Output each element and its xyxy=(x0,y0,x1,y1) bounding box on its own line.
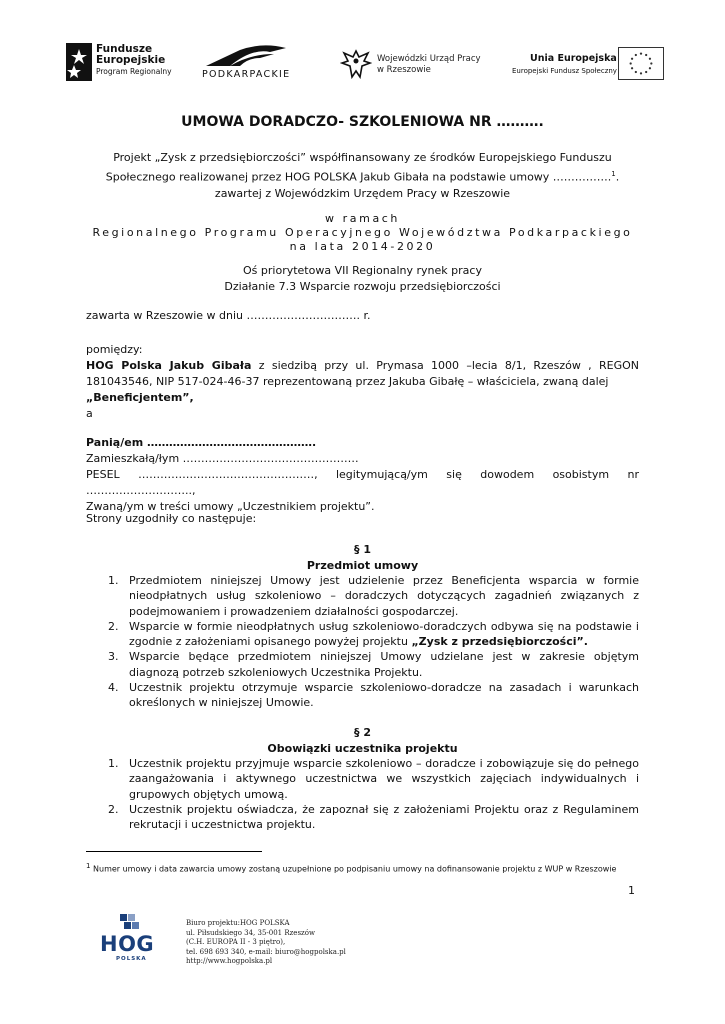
section-1-list xyxy=(86,573,639,711)
list-item: 2. Uczestnik projektu oświadcza, że zapoznał się z założeniami Projektu oraz z Regulaminem rekrutacji i uczestnictwa projektu. xyxy=(108,802,639,832)
eagle-icon xyxy=(340,47,372,81)
list-item: 4. Uczestnik projektu otrzymuje wsparcie szkoleniowo-doradcze na zasadach i warunkach określonych w niniejszej Umowie. xyxy=(108,681,639,710)
footnote-ref: 1 xyxy=(611,170,616,178)
wup-logo-text: Wojewódzki Urząd Pracy w Rzeszowie xyxy=(377,54,481,75)
list-item: 2. Wsparcie w formie nieodpłatnych usług szkoleniowo-doradczych odbywa się na podstawie i zgodnie z założeniami opisanego powyżej projektu „Zysk z przedsiębiorczości”. xyxy=(108,619,639,649)
contract-place-date: zawarta w Rzeszowie w dniu …………………………. r. xyxy=(86,309,371,322)
fe-logo-text: Fundusze Europejskie xyxy=(96,43,166,66)
unia-europejska-logo xyxy=(510,47,670,83)
fe-stars-icon xyxy=(66,43,92,81)
document-title: UMOWA DORADCZO- SZKOLENIOWA NR ………. xyxy=(181,114,544,130)
section-2-heading: § 2 Obowiązki uczestnika projektu xyxy=(267,726,458,755)
footnote-divider xyxy=(86,851,262,852)
section-2-list xyxy=(86,756,639,832)
hog-polska-logo xyxy=(100,912,162,968)
podkarpackie-logo xyxy=(200,44,296,84)
agreed-text: Strony uzgodniły co następuje: xyxy=(86,512,257,525)
ue-logo-title: Unia Europejska xyxy=(530,53,617,64)
wup-logo xyxy=(340,47,490,83)
participant-block: Panią/em ………………………………………. Zamieszkałą/łym ………………………………………… PESEL …………………………………………, legitymującą/ym się dowodem osobistym nr ……………………….., Zwaną/ym w treści umowy „Uczestnikiem projektu”. xyxy=(86,436,639,513)
footnote: $^1$ Numer umowy i data zawarcia umowy zostaną uzupełnione po podpisaniu umowy na dofinansowanie projektu z WUP w Rzeszowie xyxy=(86,862,617,874)
hog-logo-sub: POLSKA xyxy=(116,956,147,962)
parties-block: pomiędzy: HOG Polska Jakub Gibała z siedzibą przy ul. Prymasa 1000 –lecia 8/1, Rzeszów , REGON 181043546, NIP 517-024-46-37 reprezentowaną przez Jakuba Gibałę – właściciela, zwaną dalej „Beneficjentem”, a xyxy=(86,343,639,420)
ue-logo-subtitle: Europejski Fundusz Społeczny xyxy=(512,67,617,75)
hog-tiles-icon xyxy=(100,912,162,932)
fe-logo-subtext: Program Regionalny xyxy=(96,67,172,76)
section-1-heading: § 1 Przedmiot umowy xyxy=(306,543,419,572)
list-item: 1. Uczestnik projektu przyjmuje wsparcie szkoleniowo – doradcze i zobowiązuje się do pełnego zaangażowania i aktywnego uczestnictwa we wszystkich zajęciach indywidualnych i grupowych objętych umową. xyxy=(108,757,639,801)
fundusze-europejskie-logo xyxy=(66,41,178,83)
priority-axis: Oś priorytetowa VII Regionalny rynek pracy Działanie 7.3 Wsparcie rozwoju przedsiębiorczości xyxy=(224,264,501,293)
project-intro: Projekt „Zysk z przedsiębiorczości” współfinansowany ze środków Europejskiego Funduszu Społecznego realizowanej przez HOG POLSKA Jakub Gibała na podstawie umowy …………….$^1$. zawartej z Wojewódzkim Urzędem Pracy w Rzeszowie xyxy=(105,151,620,200)
list-item: 1. Przedmiotem niniejszej Umowy jest udzielenie przez Beneficjenta wsparcia w formie nieodpłatnych usług szkoleniowo – doradczych dotyczących zagadnień związanych z podejmowaniem i prowadzeniem działalności gospodarczej. xyxy=(108,574,639,618)
list-item: 3. Wsparcie będące przedmiotem niniejszej Umowy udzielane jest w zakresie objętym diagnozą potrzeb szkoleniowych Uczestnika Projektu. xyxy=(108,650,639,679)
page-number: 1 xyxy=(628,884,635,897)
eu-flag-icon xyxy=(618,47,664,80)
podkarpackie-wave-icon xyxy=(200,44,296,68)
office-address: Biuro projektu:HOG POLSKA ul. Piłsudskiego 34, 35-001 Rzeszów (C.H. EUROPA II - 3 piętro), tel. 698 693 340, e-mail: biuro@hogpolska.pl http://www.hogpolska.pl xyxy=(186,919,346,965)
podkarpackie-text: PODKARPACKIE xyxy=(202,69,291,80)
program-info: w ramach Regionalnego Programu Operacyjnego Województwa Podkarpackiego na lata 2014-2020 xyxy=(92,212,633,253)
hog-logo-word: HOG xyxy=(100,932,155,956)
beneficiary: HOG Polska Jakub Gibała z siedzibą przy ul. Prymasa 1000 –lecia 8/1, Rzeszów , REGON 181043546, NIP 517-024-46-37 reprezentowaną przez Jakuba Gibałę – właściciela, zwaną dalej xyxy=(86,359,639,388)
